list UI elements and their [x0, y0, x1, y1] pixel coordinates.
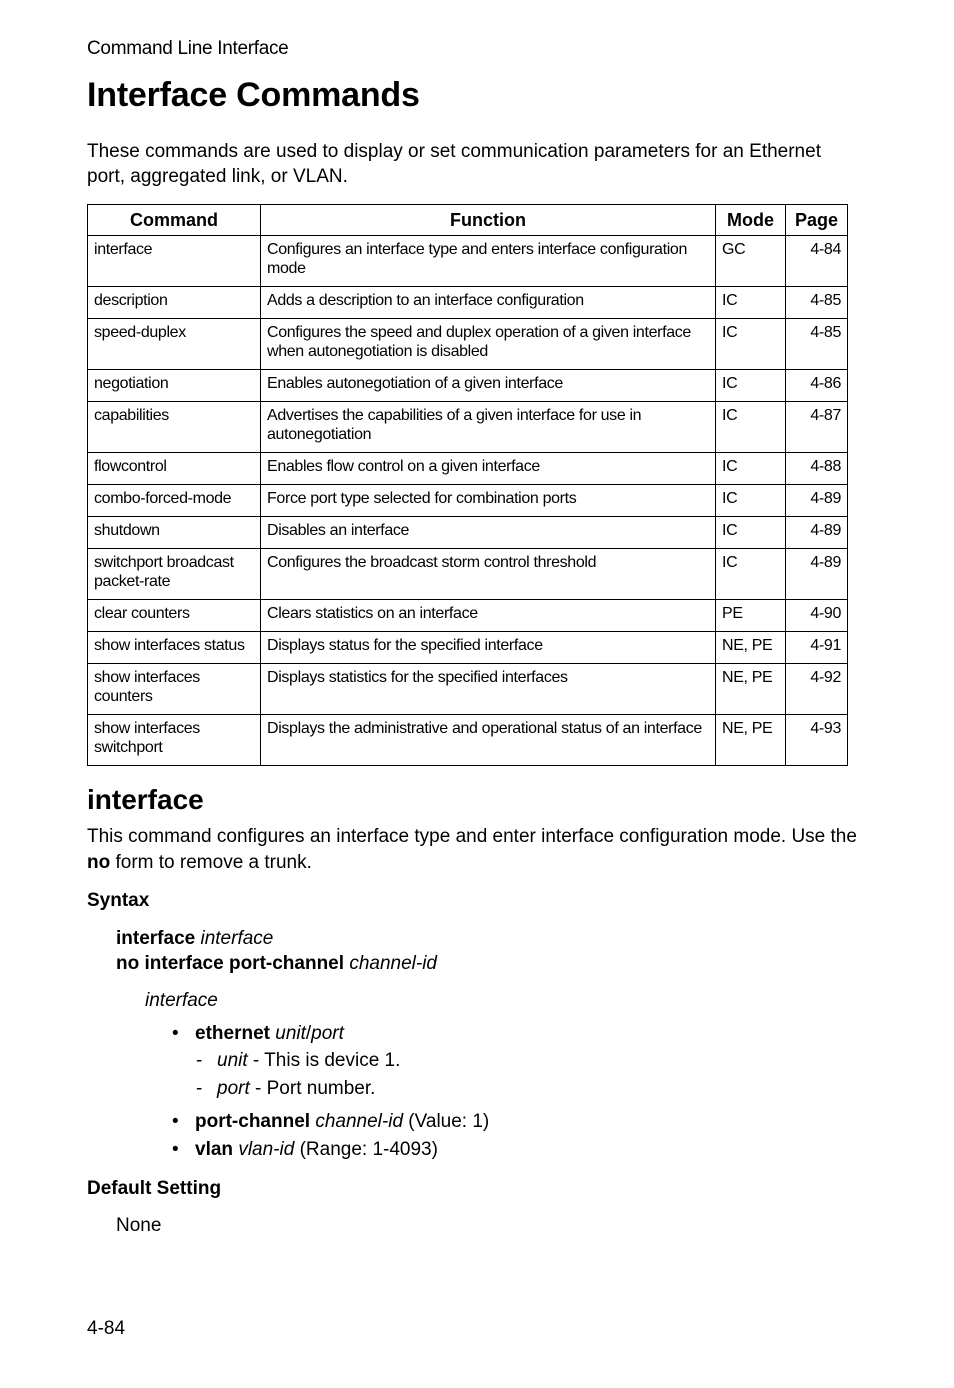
- column-header-mode: Mode: [716, 205, 786, 236]
- bullet-icon: •: [172, 1139, 179, 1160]
- page-cell: 4-86: [786, 370, 848, 402]
- page-cell: 4-85: [786, 287, 848, 319]
- command-cell: description: [88, 287, 261, 319]
- section-title: interface: [87, 784, 204, 815]
- command-cell: flowcontrol: [88, 453, 261, 485]
- section-description: [87, 824, 867, 876]
- table-row: [88, 632, 848, 664]
- table-row: [88, 370, 848, 402]
- function-cell: Displays status for the specified interface: [261, 632, 716, 664]
- argument: channel-id: [315, 1111, 404, 1132]
- table-row: [88, 287, 848, 319]
- separator: /: [305, 1023, 312, 1044]
- page-cell: 4-92: [786, 664, 848, 715]
- function-cell: Clears statistics on an interface: [261, 600, 716, 632]
- function-cell: Displays the administrative and operational status of an interface: [261, 715, 716, 766]
- default-setting-heading: Default Setting: [87, 1178, 222, 1199]
- bullet-item: [172, 1111, 489, 1133]
- bullet-icon: •: [172, 1023, 179, 1044]
- page-title: Interface Commands: [87, 76, 420, 114]
- table-header-row: [88, 205, 848, 236]
- bullet-item: [172, 1139, 438, 1161]
- command-cell: shutdown: [88, 517, 261, 549]
- mode-cell: IC: [716, 453, 786, 485]
- mode-cell: IC: [716, 370, 786, 402]
- table-row: [88, 715, 848, 766]
- command-cell: capabilities: [88, 402, 261, 453]
- argument: port: [311, 1023, 344, 1044]
- mode-cell: PE: [716, 600, 786, 632]
- table-row: [88, 485, 848, 517]
- command-cell: show interfaces status: [88, 632, 261, 664]
- description-text: form to remove a trunk.: [110, 852, 312, 873]
- bullet-icon: •: [172, 1111, 179, 1132]
- mode-cell: NE, PE: [716, 632, 786, 664]
- sub-item: [196, 1050, 400, 1072]
- table-row: [88, 517, 848, 549]
- page-cell: 4-89: [786, 485, 848, 517]
- syntax-argument: channel-id: [349, 953, 437, 974]
- function-cell: Configures the speed and duplex operation of a given interface when autonegotiation is disabled: [261, 319, 716, 370]
- command-cell: switchport broadcast packet-rate: [88, 549, 261, 600]
- description-text: This command configures an interface type and enter interface configuration mode. Use the: [87, 826, 857, 847]
- sub-item-text: - Port number.: [249, 1078, 376, 1099]
- function-cell: Disables an interface: [261, 517, 716, 549]
- keyword: port-channel: [195, 1111, 311, 1132]
- column-header-command: Command: [88, 205, 261, 236]
- function-cell: Enables autonegotiation of a given interface: [261, 370, 716, 402]
- syntax-command: interface: [116, 928, 196, 949]
- syntax-argument: interface: [200, 928, 274, 949]
- mode-cell: IC: [716, 485, 786, 517]
- mode-cell: IC: [716, 319, 786, 370]
- default-setting-value: None: [116, 1215, 162, 1236]
- mode-cell: IC: [716, 517, 786, 549]
- mode-cell: NE, PE: [716, 664, 786, 715]
- page-cell: 4-88: [786, 453, 848, 485]
- syntax-command: no interface port-channel: [116, 953, 345, 974]
- page-cell: 4-90: [786, 600, 848, 632]
- argument: unit: [217, 1050, 248, 1071]
- syntax-line: [116, 928, 273, 950]
- command-cell: show interfaces switchport: [88, 715, 261, 766]
- dash-icon: -: [196, 1078, 203, 1099]
- function-cell: Adds a description to an interface configuration: [261, 287, 716, 319]
- running-header: Command Line Interface: [87, 38, 289, 59]
- bullet-item: [172, 1023, 344, 1045]
- mode-cell: GC: [716, 236, 786, 287]
- table-row: [88, 549, 848, 600]
- table-row: [88, 319, 848, 370]
- parameter-name: interface: [145, 990, 218, 1011]
- function-cell: Configures the broadcast storm control threshold: [261, 549, 716, 600]
- interface-commands-table: [87, 204, 848, 766]
- keyword: ethernet: [195, 1023, 270, 1044]
- function-cell: Force port type selected for combination ports: [261, 485, 716, 517]
- intro-paragraph: These commands are used to display or set communication parameters for an Ethernet port, aggregated link, or VLAN.: [87, 141, 821, 187]
- bullet-text: (Value: 1): [403, 1111, 490, 1132]
- table-row: [88, 600, 848, 632]
- syntax-heading: Syntax: [87, 890, 150, 911]
- function-cell: Enables flow control on a given interface: [261, 453, 716, 485]
- table-row: [88, 402, 848, 453]
- page-cell: 4-85: [786, 319, 848, 370]
- argument: unit: [275, 1023, 306, 1044]
- no-keyword: no: [87, 852, 111, 873]
- keyword: vlan: [195, 1139, 234, 1160]
- command-cell: speed-duplex: [88, 319, 261, 370]
- mode-cell: IC: [716, 287, 786, 319]
- page-cell: 4-89: [786, 549, 848, 600]
- argument: port: [217, 1078, 250, 1099]
- dash-icon: -: [196, 1050, 203, 1071]
- syntax-line: [116, 953, 437, 975]
- function-cell: Configures an interface type and enters interface configuration mode: [261, 236, 716, 287]
- column-header-page: Page: [786, 205, 848, 236]
- mode-cell: NE, PE: [716, 715, 786, 766]
- command-cell: combo-forced-mode: [88, 485, 261, 517]
- page-cell: 4-91: [786, 632, 848, 664]
- function-cell: Advertises the capabilities of a given interface for use in autonegotiation: [261, 402, 716, 453]
- column-header-function: Function: [261, 205, 716, 236]
- mode-cell: IC: [716, 402, 786, 453]
- sub-item: [196, 1078, 375, 1100]
- table-row: [88, 664, 848, 715]
- command-cell: negotiation: [88, 370, 261, 402]
- page-cell: 4-89: [786, 517, 848, 549]
- command-cell: clear counters: [88, 600, 261, 632]
- command-cell: show interfaces counters: [88, 664, 261, 715]
- table-row: [88, 453, 848, 485]
- page-number: 4-84: [87, 1318, 126, 1339]
- page-cell: 4-84: [786, 236, 848, 287]
- mode-cell: IC: [716, 549, 786, 600]
- argument: vlan-id: [238, 1139, 295, 1160]
- sub-item-text: - This is device 1.: [247, 1050, 401, 1071]
- function-cell: Displays statistics for the specified interfaces: [261, 664, 716, 715]
- bullet-text: (Range: 1-4093): [294, 1139, 438, 1160]
- page-cell: 4-87: [786, 402, 848, 453]
- command-cell: interface: [88, 236, 261, 287]
- table-row: [88, 236, 848, 287]
- page-cell: 4-93: [786, 715, 848, 766]
